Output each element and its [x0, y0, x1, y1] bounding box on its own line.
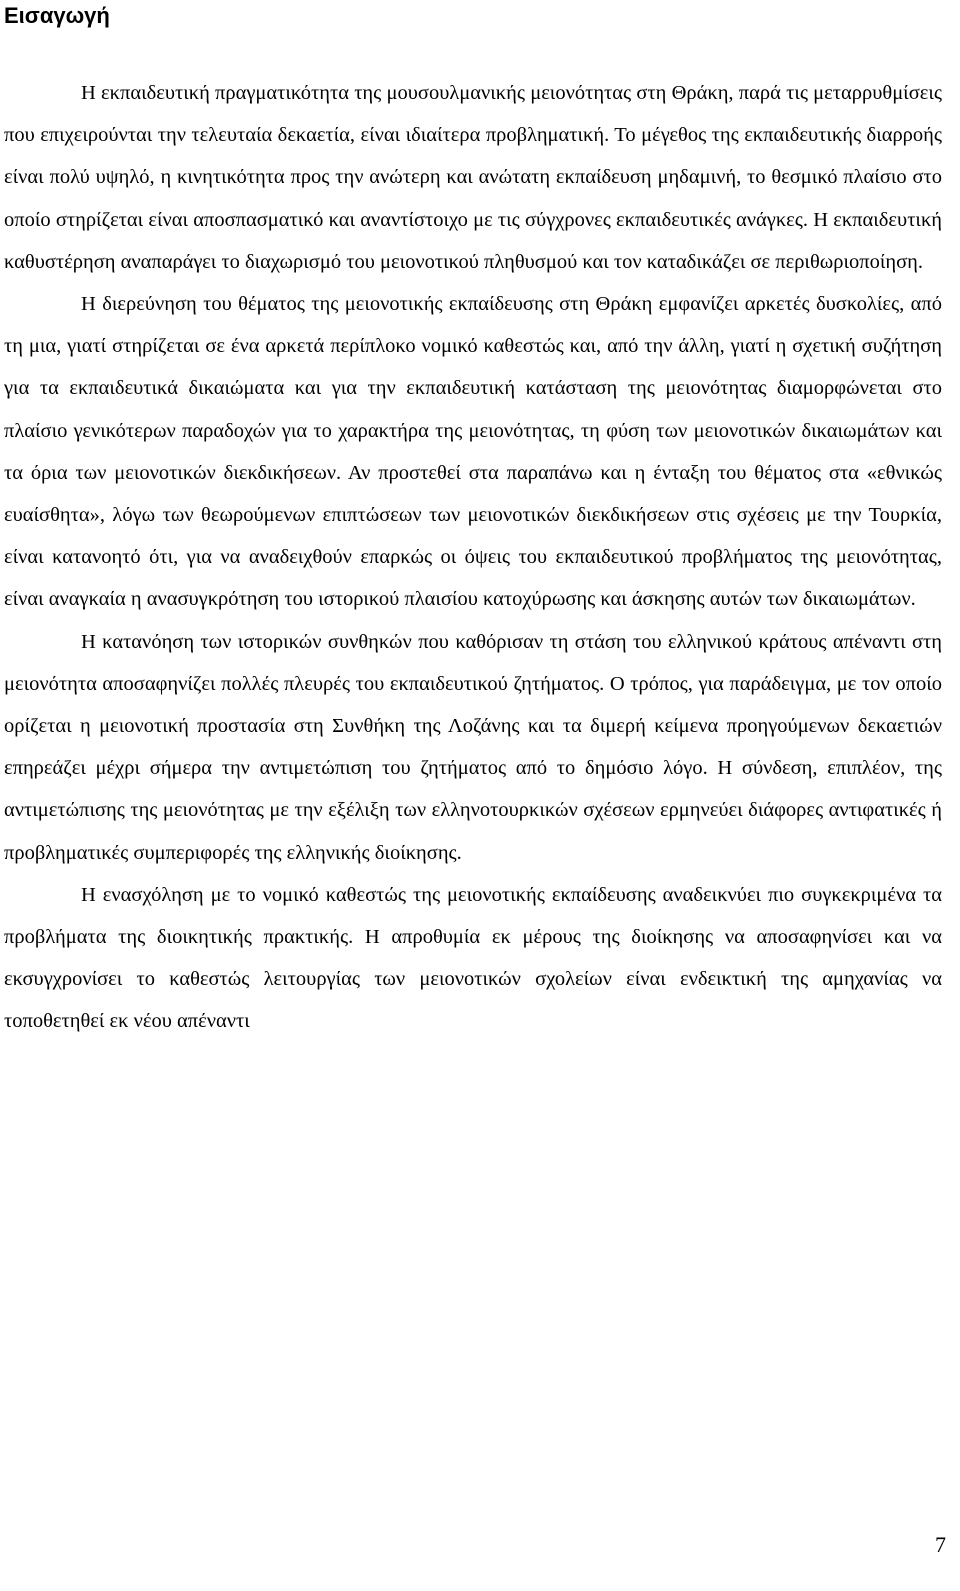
- paragraph-2: Η διερεύνηση του θέματος της μειονοτικής εκπαίδευσης στη Θράκη εμφανίζει αρκετές δυσκολίες, από τη μια, γιατί στηρίζεται σε ένα αρκετά περίπλοκο νομικό καθεστώς και, από την άλλη, γιατί η σχετική συζήτηση για τα εκπαιδευτικά δικαιώματα και για την εκπαιδευτική κατάσταση της μειονότητας διαμορφώνεται στο πλαίσιο γενικότερων παραδοχών για το χαρακτήρα της μειονότητας, τη φύση των μειονοτικών δικαιωμάτων και τα όρια των μειονοτικών διεκδικήσεων. Αν προστεθεί στα παραπάνω και η ένταξη του θέματος στα «εθνικώς ευαίσθητα», λόγω των θεωρούμενων επιπτώσεων των μειονοτικών διεκδικήσεων στις σχέσεις με την Τουρκία, είναι κατανοητό ότι, για να αναδειχθούν επαρκώς οι όψεις του εκπαιδευτικού προβλήματος της μειονότητας, είναι αναγκαία η ανασυγκρότηση του ιστορικού πλαισίου κατοχύρωσης και άσκησης αυτών των δικαιωμάτων.: [4, 293, 942, 611]
- paragraph-1: Η εκπαιδευτική πραγματικότητα της μουσουλμανικής μειονότητας στη Θράκη, παρά τις μεταρρυθμίσεις που επιχειρούνται την τελευταία δεκαετία, είναι ιδιαίτερα προβληματική. Το μέγεθος της εκπαιδευτικής διαρροής είναι πολύ υψηλό, η κινητικότητα προς την ανώτερη και ανώτατη εκπαίδευση μηδαμινή, το θεσμικό πλαίσιο στο οποίο στηρίζεται είναι αποσπασματικό και αναντίστοιχο με τις σύγχρονες εκπαιδευτικές ανάγκες. Η εκπαιδευτική καθυστέρηση αναπαράγει το διαχωρισμό του μειονοτικού πληθυσμού και τον καταδικάζει σε περιθωριοποίηση.: [4, 82, 942, 273]
- paragraph-3: Η κατανόηση των ιστορικών συνθηκών που καθόρισαν τη στάση του ελληνικού κράτους απέναντι στη μειονότητα αποσαφηνίζει πολλές πλευρές του εκπαιδευτικού ζητήματος. Ο τρόπος, για παράδειγμα, με τον οποίο ορίζεται η μειονοτική προστασία στη Συνθήκη της Λοζάνης και τα διμερή κείμενα προηγούμενων δεκαετιών επηρεάζει μέχρι σήμερα την αντιμετώπιση του ζητήματος από το δημόσιο λόγο. Η σύνδεση, επιπλέον, της αντιμετώπισης της μειονότητας με την εξέλιξη των ελληνοτουρκικών σχέσεων ερμηνεύει διάφορες αντιφατικές ή προβληματικές συμπεριφορές της ελληνικής διοίκησης.: [4, 630, 942, 864]
- body-text: [4, 72, 942, 1043]
- section-heading: Εισαγωγή: [4, 3, 110, 28]
- page-number: 7: [935, 1532, 946, 1557]
- paragraph-4: Η ενασχόληση με το νομικό καθεστώς της μειονοτικής εκπαίδευσης αναδεικνύει πιο συγκεκριμένα τα προβλήματα της διοικητικής πρακτικής. Η απροθυμία εκ μέρους της διοίκησης να αποσαφηνίσει και να εκσυγχρονίσει το καθεστώς λειτουργίας των μειονοτικών σχολείων είναι ενδεικτική της αμηχανίας να τοποθετηθεί εκ νέου απέναντι: [4, 883, 942, 1033]
